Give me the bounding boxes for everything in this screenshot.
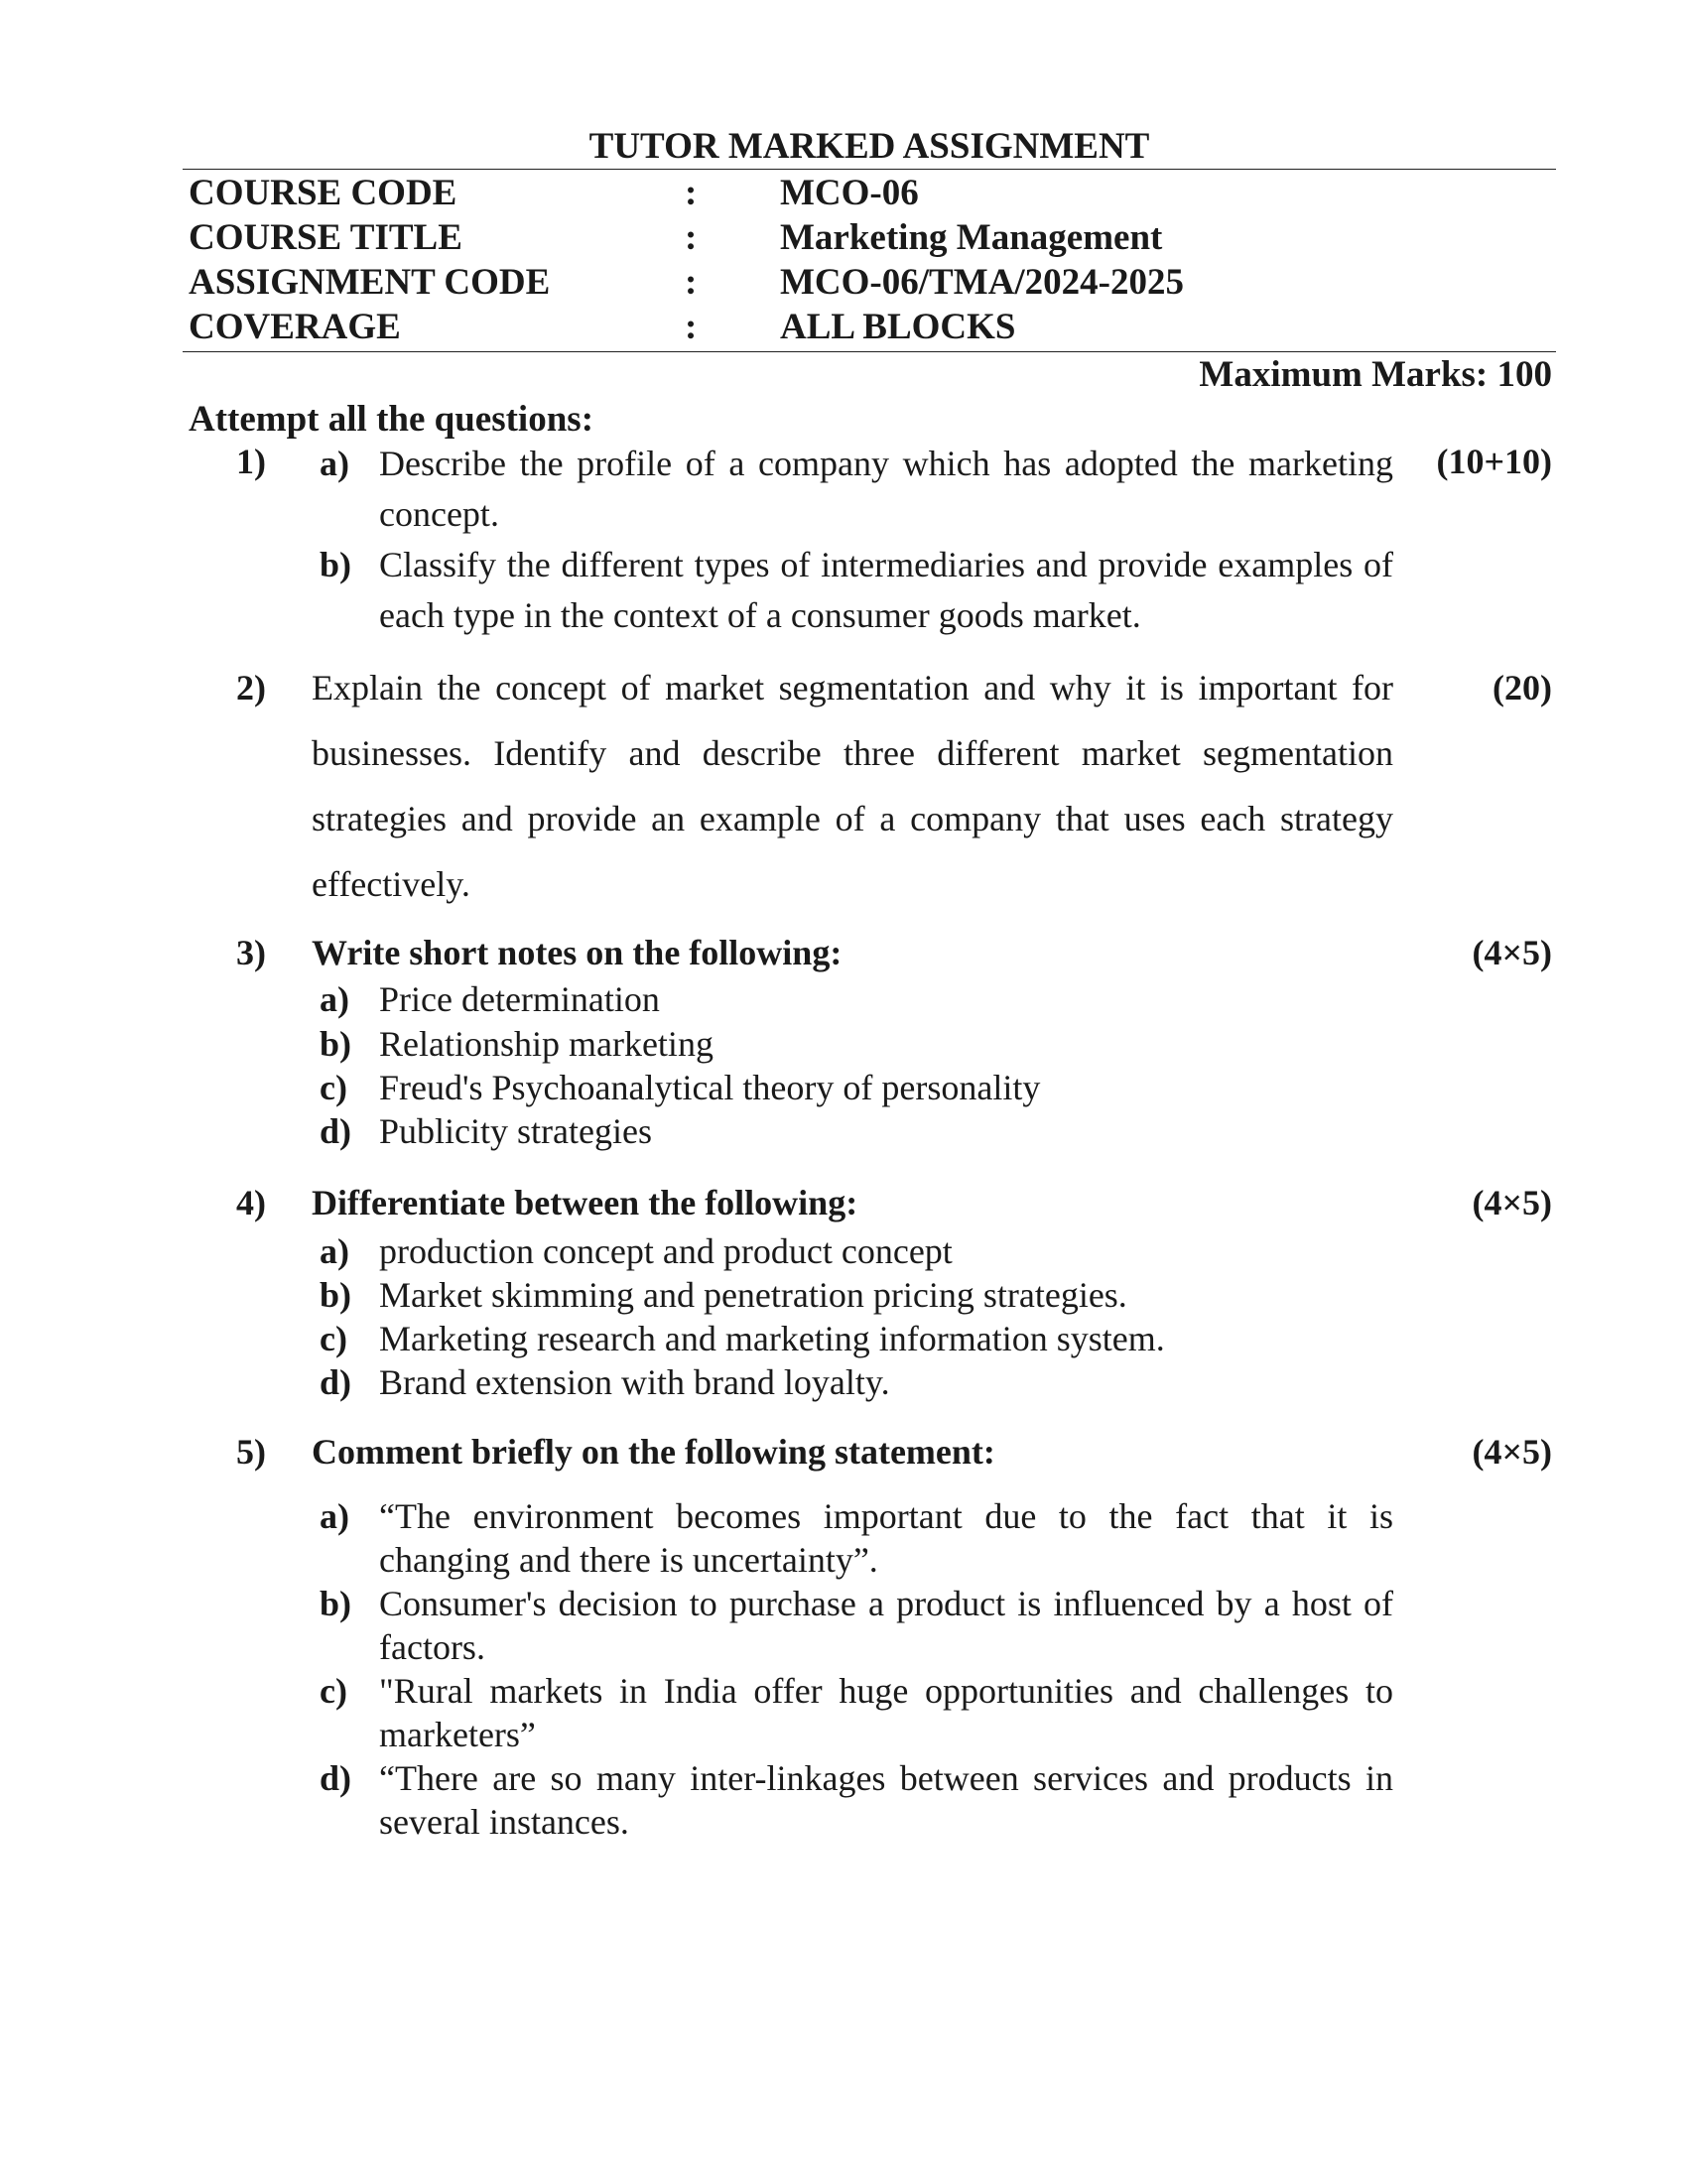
course-title-row bbox=[189, 215, 1548, 260]
part-text: Price determination bbox=[379, 979, 660, 1019]
coverage-label: COVERAGE bbox=[189, 307, 401, 347]
question-marks: (4×5) bbox=[1472, 1183, 1552, 1222]
coverage-value: ALL BLOCKS bbox=[780, 307, 1016, 347]
question-part bbox=[320, 439, 1393, 540]
part-label: a) bbox=[320, 444, 349, 483]
part-label: c) bbox=[320, 1319, 347, 1358]
question-number: 2) bbox=[236, 668, 266, 707]
header-divider-top bbox=[183, 169, 1556, 170]
part-label: b) bbox=[320, 1275, 352, 1315]
part-label: d) bbox=[320, 1362, 352, 1402]
part-text: Classify the different types of intermediaries and provide examples of each type in the context of a consumer goods market. bbox=[379, 545, 1393, 635]
header-divider-bottom bbox=[183, 351, 1556, 352]
part-label: d) bbox=[320, 1758, 352, 1798]
part-label: b) bbox=[320, 1584, 352, 1623]
course-title-label: COURSE TITLE bbox=[189, 217, 462, 258]
assignment-code-label: ASSIGNMENT CODE bbox=[189, 262, 551, 303]
question-part bbox=[320, 1582, 1393, 1669]
question-part bbox=[320, 1317, 1393, 1360]
question-marks: (20) bbox=[1493, 668, 1552, 707]
part-label: c) bbox=[320, 1068, 347, 1107]
question-marks: (10+10) bbox=[1436, 442, 1552, 481]
question-number: 5) bbox=[236, 1432, 266, 1472]
part-label: a) bbox=[320, 979, 349, 1019]
part-label: b) bbox=[320, 1024, 352, 1064]
separator: : bbox=[685, 173, 698, 213]
part-text: production concept and product concept bbox=[379, 1231, 953, 1271]
question-marks: (4×5) bbox=[1472, 933, 1552, 972]
question-number: 1) bbox=[236, 442, 266, 481]
question-heading: Write short notes on the following: bbox=[312, 933, 843, 972]
course-code-value: MCO-06 bbox=[780, 173, 919, 213]
part-label: a) bbox=[320, 1496, 349, 1536]
instructions: Attempt all the questions: bbox=[189, 399, 594, 440]
part-text: Marketing research and marketing information system. bbox=[379, 1319, 1165, 1358]
coverage-row bbox=[189, 305, 1548, 349]
part-text: Relationship marketing bbox=[379, 1024, 714, 1064]
page-title: TUTOR MARKED ASSIGNMENT bbox=[588, 126, 1150, 167]
maximum-marks: Maximum Marks: 100 bbox=[1199, 354, 1552, 395]
question-number: 4) bbox=[236, 1183, 266, 1222]
part-label: a) bbox=[320, 1231, 349, 1271]
separator: : bbox=[685, 217, 698, 258]
course-code-label: COURSE CODE bbox=[189, 173, 457, 213]
question-part bbox=[320, 1360, 1393, 1404]
question-text: Explain the concept of market segmentation and why it is important for businesses. Identify and describe three different market segmentation strategies and provide an example of a company that uses each strategy effectively. bbox=[312, 668, 1393, 904]
part-text: Consumer's decision to purchase a product is influenced by a host of factors. bbox=[379, 1584, 1393, 1667]
question-part bbox=[320, 1494, 1393, 1582]
course-code-row bbox=[189, 171, 1548, 215]
part-label: c) bbox=[320, 1671, 347, 1711]
separator: : bbox=[685, 307, 698, 347]
question-part bbox=[320, 977, 1393, 1021]
question-part bbox=[320, 1669, 1393, 1756]
course-details bbox=[189, 171, 1548, 349]
separator: : bbox=[685, 262, 698, 303]
question-part bbox=[320, 540, 1393, 641]
question-heading: Differentiate between the following: bbox=[312, 1183, 858, 1222]
question-part bbox=[320, 1109, 1393, 1153]
assignment-page bbox=[183, 0, 1556, 2184]
part-text: "Rural markets in India offer huge opportunities and challenges to marketers” bbox=[379, 1671, 1393, 1754]
part-text: Brand extension with brand loyalty. bbox=[379, 1362, 890, 1402]
question-part bbox=[320, 1022, 1393, 1066]
part-text: Market skimming and penetration pricing strategies. bbox=[379, 1275, 1127, 1315]
question-marks: (4×5) bbox=[1472, 1432, 1552, 1472]
part-text: Publicity strategies bbox=[379, 1111, 652, 1151]
assignment-code-row bbox=[189, 260, 1548, 305]
part-label: b) bbox=[320, 545, 352, 584]
question-part bbox=[320, 1066, 1393, 1109]
part-label: d) bbox=[320, 1111, 352, 1151]
question-number: 3) bbox=[236, 933, 266, 972]
question-heading: Comment briefly on the following statement: bbox=[312, 1432, 995, 1472]
question-part bbox=[320, 1756, 1393, 1844]
assignment-code-value: MCO-06/TMA/2024-2025 bbox=[780, 262, 1184, 303]
part-text: “There are so many inter-linkages between services and products in several instances. bbox=[379, 1758, 1393, 1842]
part-text: Freud's Psychoanalytical theory of personality bbox=[379, 1068, 1041, 1107]
part-text: Describe the profile of a company which has adopted the marketing concept. bbox=[379, 444, 1393, 534]
question-part bbox=[320, 1229, 1393, 1273]
part-text: “The environment becomes important due to the fact that it is changing and there is uncertainty”. bbox=[379, 1496, 1393, 1580]
question-part bbox=[320, 1273, 1393, 1317]
course-title-value: Marketing Management bbox=[780, 217, 1163, 258]
